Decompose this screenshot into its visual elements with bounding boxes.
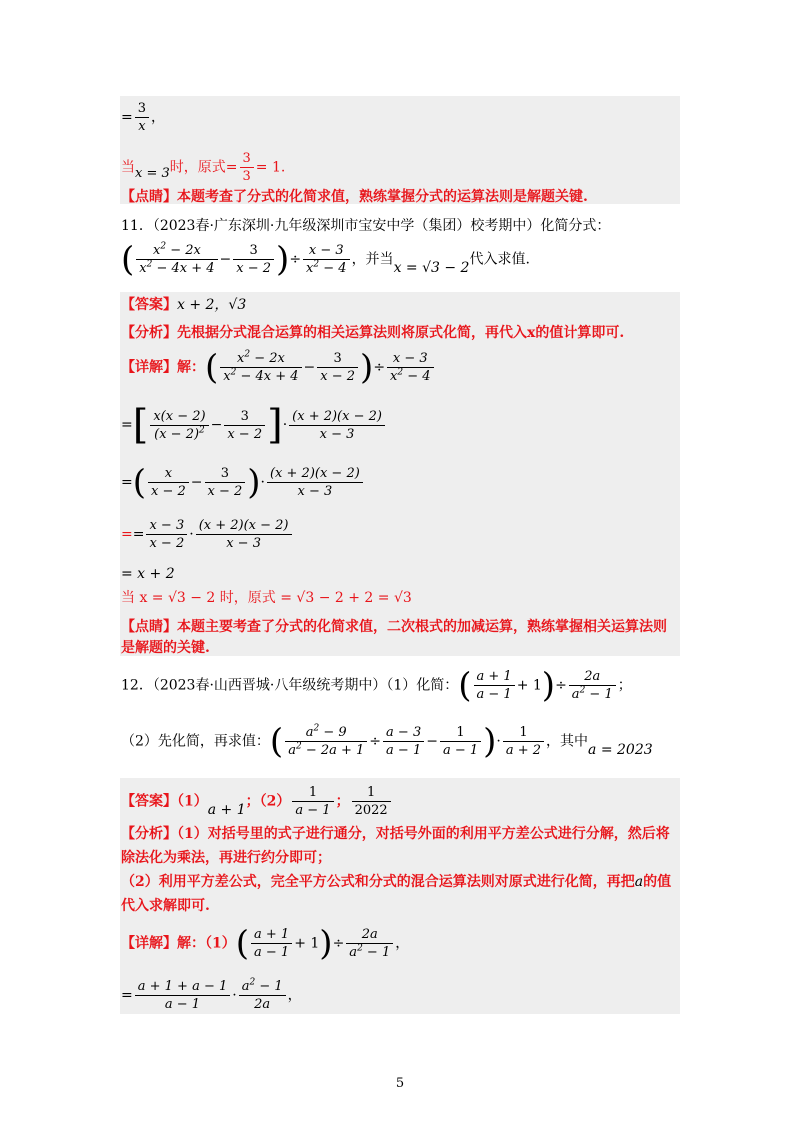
detail-11-step-3: =( $\frac{x}{x - 2}$ − $\frac{3}{x - 2}$ )· $\frac{(x + 2)(x - 2)}{x - 3}$ — [121, 465, 365, 500]
detail-11-step-2: =[ $\frac{x(x - 2)}{(x - 2)^2}$ − $\frac{3}{x - 2}$ ]· $\frac{(x + 2)(x - 2)}{x - 3}$ — [121, 405, 387, 445]
analysis-12-line-1: 【分析】（1）对括号里的式子进行通分，对括号外面的利用平方差公式进行分解，然后将 — [121, 826, 670, 842]
detail-12-step-2: = $\frac{a + 1 + a - 1}{a - 1}$ · $\frac{a^2 - 1}{2a}$ ， — [121, 977, 302, 1012]
question-11-title: 11．（2023春·广东深圳·九年级深圳市宝安中学（集团）校考期中）化简分式： — [121, 218, 611, 234]
detail-12-step-1: 【详解】解：（1）( $\frac{a + 1}{a - 1}$ + 1)÷ $\frac{2a}{a^2 - 1}$ ， — [121, 923, 410, 964]
question-12-part-2: （2）先化简，再求值：( $\frac{a^2 - 9}{a^2 - 2a + 1}$ ÷ $\frac{a - 3}{a - 1}$ − $\frac{1}{a - 1}$ )· $\frac{1}{a + 2}$ ，其中a = 2023 — [121, 721, 653, 762]
question-11-expression: ( $\frac{x^2 - 2x}{x^2 - 4x + 4}$ − $\frac{3}{x - 2}$ )÷ $\frac{x - 3}{x^2 - 4}$ ，并当x = √3 − 2代入求值. — [121, 239, 530, 280]
page-number: 5 — [395, 1076, 405, 1091]
comment-11-line-2: 是解题的关键. — [121, 640, 210, 656]
comment-11-line-1: 【点睛】本题主要考查了分式的化简求值，二次根式的加减运算，熟练掌握相关运算法则 — [121, 619, 667, 635]
analysis-11: 【分析】先根据分式混合运算的相关运算法则将原式化简，再代入x的值计算即可. — [121, 325, 625, 341]
comment-10: 【点睛】本题考查了分式的化简求值，熟练掌握分式的运算法则是解题关键. — [121, 189, 588, 205]
detail-11-substitution: 当 x = √3 − 2 时，原式 = √3 − 2 + 2 = √3 — [121, 590, 412, 606]
analysis-12-line-3: （2）利用平方差公式，完全平方公式和分式的混合运算法则对原式进行化简，再把a的值 — [121, 874, 672, 890]
step-three-over-x: = $\frac{3}{x}$ ， — [121, 101, 166, 134]
substitution-line: 当x = 3时，原式= $\frac{3}{3}$ = 1. — [121, 151, 286, 184]
detail-11-result: = x + 2 — [121, 566, 175, 582]
detail-11-step-1: 【详解】解：( $\frac{x^2 - 2x}{x^2 - 4x + 4}$ − $\frac{3}{x - 2}$ )÷ $\frac{x - 3}{x^2 - 4}$ — [121, 350, 436, 385]
question-12-part-1: 12．（2023春·山西晋城·八年级统考期中）（1）化简：( $\frac{a + 1}{a - 1}$ + 1)÷ $\frac{2a}{a^2 - 1}$ ； — [121, 665, 632, 706]
analysis-12-line-2: 除法化为乘法，再进行约分即可； — [121, 850, 331, 866]
answer-11: 【答案】x + 2，√3 — [121, 297, 247, 313]
answer-12: 【答案】（1）a + 1；（2） $\frac{1}{a - 1}$ ； $\frac{1}{2022}$ — [121, 784, 393, 819]
analysis-12-line-4: 代入求解即可. — [121, 898, 210, 914]
detail-11-step-4: == $\frac{x - 3}{x - 2}$ · $\frac{(x + 2)(x - 2)}{x - 3}$ — [121, 517, 294, 552]
